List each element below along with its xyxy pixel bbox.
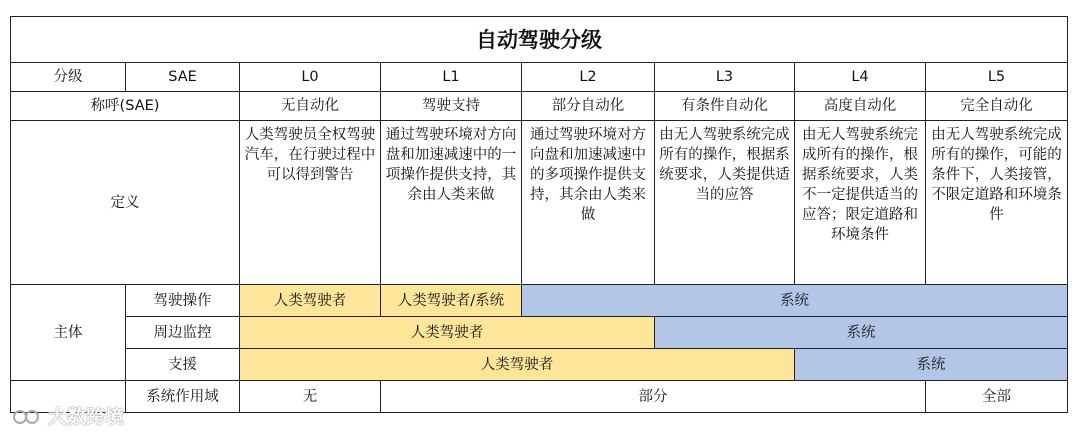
domain-row: [11, 381, 1068, 413]
watermark-text: 大数跨境: [48, 406, 125, 428]
watermark: [12, 402, 124, 429]
driving-op-label: 驾驶操作: [126, 285, 240, 317]
level-l2: L2: [522, 63, 655, 92]
driving-op-row: [11, 285, 1068, 317]
support-label: 支援: [126, 349, 240, 381]
monitoring-row: [11, 317, 1068, 349]
support-row: [11, 349, 1068, 381]
definition-l0: 人类驾驶员全权驾驶汽车，在行驶过程中可以得到警告: [240, 121, 381, 285]
domain-label: 系统作用域: [126, 381, 240, 413]
definition-l1: 通过驾驶环境对方向盘和加速减速中的一项操作提供支持，其余由人类来做: [381, 121, 522, 285]
name-l2: 部分自动化: [522, 92, 655, 121]
driving-op-system: 系统: [522, 285, 1068, 317]
domain-partial: 部分: [381, 381, 926, 413]
level-label: 分级: [11, 63, 126, 92]
definition-l2: 通过驾驶环境对方向盘和加速减速中的多项操作提供支持，其余由人类来做: [522, 121, 655, 285]
name-l3: 有条件自动化: [655, 92, 795, 121]
name-l5: 完全自动化: [926, 92, 1068, 121]
name-l0: 无自动化: [240, 92, 381, 121]
definition-l5: 由无人驾驶系统完成所有的操作，可能的条件下，人类接管，不限定道路和环境条件: [926, 121, 1068, 285]
level-header-row: [11, 63, 1068, 92]
monitoring-human: 人类驾驶者: [240, 317, 655, 349]
name-label: 称呼(SAE): [11, 92, 240, 121]
sae-levels-table: [10, 16, 1068, 413]
definition-label: 定义: [11, 121, 240, 285]
level-l1: L1: [381, 63, 522, 92]
definition-l3: 由无人驾驶系统完成所有的操作，根据系统要求，人类提供适当的应答: [655, 121, 795, 285]
support-human: 人类驾驶者: [240, 349, 795, 381]
monitoring-system: 系统: [655, 317, 1068, 349]
definition-l4: 由无人驾驶系统完成所有的操作，根据系统要求，人类不一定提供适当的应答；限定道路和环境条件: [795, 121, 926, 285]
level-l3: L3: [655, 63, 795, 92]
subject-label: 主体: [11, 285, 126, 381]
monitoring-label: 周边监控: [126, 317, 240, 349]
name-row: [11, 92, 1068, 121]
table-title: 自动驾驶分级: [11, 17, 1068, 63]
level-l5: L5: [926, 63, 1068, 92]
level-l4: L4: [795, 63, 926, 92]
level-l0: L0: [240, 63, 381, 92]
brand-logo-icon: [12, 408, 44, 426]
name-l1: 驾驶支持: [381, 92, 522, 121]
domain-full: 全部: [926, 381, 1068, 413]
sae-label: SAE: [126, 63, 240, 92]
support-system: 系统: [795, 349, 1068, 381]
name-l4: 高度自动化: [795, 92, 926, 121]
driving-op-l1: 人类驾驶者/系统: [381, 285, 522, 317]
domain-l0: 无: [240, 381, 381, 413]
driving-op-l0: 人类驾驶者: [240, 285, 381, 317]
definition-row: [11, 121, 1068, 285]
